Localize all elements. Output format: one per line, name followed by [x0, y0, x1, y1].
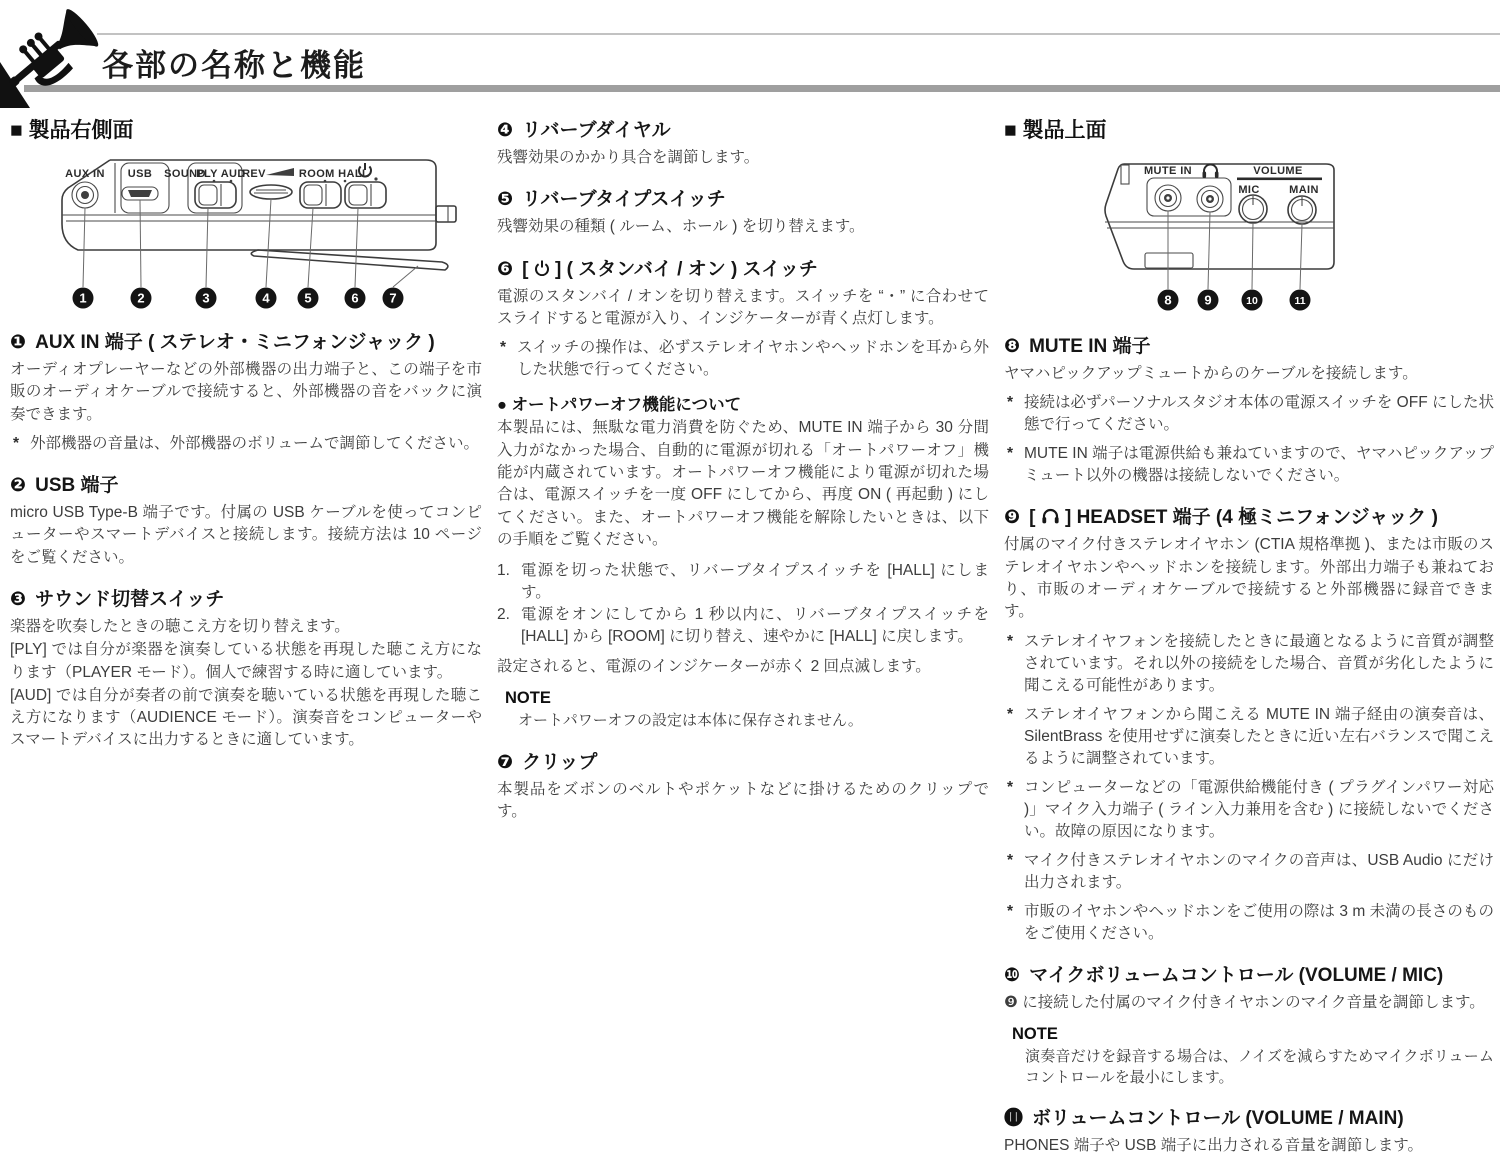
callout-6 — [345, 288, 366, 309]
svg-text:9: 9 — [1204, 292, 1212, 308]
svg-text:5: 5 — [304, 290, 312, 306]
section-title-text: リバーブダイヤル — [522, 120, 671, 141]
callout-4 — [256, 288, 277, 309]
section-number: ❽ — [1004, 336, 1021, 357]
power-icon — [534, 259, 550, 276]
note-label: NOTE — [1012, 1024, 1058, 1043]
svg-text:1: 1 — [79, 290, 87, 306]
svg-text:4: 4 — [262, 290, 270, 306]
section-title-text: [ ] ( スタンバイ / オン ) スイッチ — [522, 258, 818, 280]
step-number: 1. — [497, 562, 510, 580]
mic-volume-knob — [1239, 195, 1267, 223]
label-rev: REV — [242, 168, 266, 180]
label-ply-aud: PLY AUD — [196, 168, 246, 180]
paragraph: [PLY] では自分が楽器を演奏している状態を再現した聴こえ方になります（PLAYER モード）。個人で練習する時に適しています。 — [10, 641, 482, 681]
callout-9 — [1198, 290, 1219, 311]
star-marker: * — [1007, 705, 1014, 723]
sound-switch — [195, 182, 236, 208]
label-main: MAIN — [1289, 184, 1319, 196]
callout-10 — [1242, 290, 1263, 311]
section-title-headset — [1004, 502, 1494, 529]
auto-power-off-heading: ● オートパワーオフ機能について — [497, 396, 742, 415]
star-note: * コンピューターなどの「電源供給機能付き ( プラグインパワー対応 )」マイク入力端子 ( ライン入力兼用を含む ) に接続しないでください。故障の原因になります。 — [1007, 777, 1494, 843]
paragraph: 楽器を吹奏したときの聴こえ方を切り替えます。 — [10, 617, 350, 635]
section-number: ⓫ — [1004, 1108, 1024, 1130]
column-right — [1004, 110, 1494, 1158]
label-usb: USB — [127, 168, 153, 180]
section-title-clip — [497, 747, 989, 774]
section-title-text: [ ] HEADSET 端子 (4 極ミニフォンジャック ) — [1029, 507, 1438, 529]
reverb-type-switch — [300, 182, 341, 208]
star-note: * MUTE IN 端子は電源供給も兼ねていますので、ヤマハピックアップミュート以外の機器は接続しないでください。 — [1007, 443, 1494, 487]
power-switch — [345, 182, 386, 208]
star-note: * 市販のイヤホンやヘッドホンをご使用の際は 3 m 未満の長さのものをご使用ください。 — [1007, 901, 1494, 945]
paragraph: 残響効果のかかり具合を調節します。 — [497, 149, 760, 166]
paragraph: PHONES 端子や USB 端子に出力される音量を調節します。 — [1004, 1137, 1424, 1155]
section-title-usb — [10, 470, 482, 497]
section-number: ❹ — [497, 120, 514, 141]
callout-7 — [383, 288, 404, 309]
svg-text:7: 7 — [389, 290, 397, 306]
section-title-mic-volume — [1004, 960, 1494, 987]
label-volume: VOLUME — [1253, 165, 1303, 177]
header-thin-rule — [97, 33, 1500, 35]
mute-in-jack — [1155, 185, 1181, 211]
section-number: ❾ — [1004, 507, 1021, 529]
section-title-text: サウンド切替スイッチ — [35, 588, 225, 610]
star-note: * スイッチの操作は、必ずステレオイヤホンやヘッドホンを耳から外した状態で行ってください。 — [500, 337, 989, 381]
trumpet-icon — [0, 0, 100, 108]
note-block — [505, 689, 989, 731]
note-block — [1012, 1025, 1494, 1089]
section-title-mute-in — [1004, 331, 1494, 358]
paragraph: 付属のマイク付きステレオイヤホン (CTIA 規格準拠 )、または市販のステレオイヤホンやヘッドホンを接続します。外部出力端子も兼ねており、市販のオーディオケーブルで接続すると外部機器に録音できます。 — [1004, 536, 1494, 621]
section-title-text: マイクボリュームコントロール (VOLUME / MIC) — [1029, 964, 1444, 986]
paragraph: 設定されると、電源のインジケーターが赤く 2 回点滅します。 — [497, 658, 931, 676]
note-label: NOTE — [505, 689, 551, 708]
main-volume-knob — [1288, 196, 1316, 224]
label-sound: SOUND — [164, 168, 206, 180]
headphone-symbol — [1203, 165, 1219, 179]
step-number: 2. — [497, 606, 510, 624]
heading-product-right-side: ■ 製品右側面 — [10, 119, 134, 142]
section-number: ❶ — [10, 332, 27, 353]
heading-product-top: ■ 製品上面 — [1004, 119, 1107, 142]
aux-in-jack — [72, 182, 98, 208]
callout-5 — [298, 288, 319, 309]
product-top-diagram — [1090, 152, 1350, 316]
star-note: * マイク付きステレオイヤホンのマイクの音声は、USB Audio にだけ出力されます。 — [1007, 850, 1494, 894]
label-room-hall: ROOM HALL — [298, 168, 370, 180]
headphone-icon — [1041, 507, 1060, 524]
star-note: * ステレオイヤフォンから聞こえる MUTE IN 端子経由の演奏音は、SilentBrass を使用せずに演奏したときに近い左右バランスで聞こえるように調整されています。 — [1007, 704, 1494, 770]
svg-text:2: 2 — [137, 290, 145, 306]
paragraph: 本製品には、無駄な電力消費を防ぐため、MUTE IN 端子から 30 分間入力がなかった場合、自動的に電源が切れる「オートパワーオフ」機能が内蔵されています。オートパワーオフ機能により電源が切れた場合は、電源スイッチを一度 OFF にしてから、再度 ON ( 再起動 ) にしてください。また、オートパワーオフ機能を解除したいときは、以下の手順をご覧ください。 — [497, 419, 989, 548]
section-title-text: ボリュームコントロール (VOLUME / MAIN) — [1032, 1108, 1404, 1130]
section-number: ❷ — [10, 474, 27, 496]
label-mute-in: MUTE IN — [1143, 165, 1193, 177]
star-marker: * — [1007, 445, 1014, 463]
section-title-text: MUTE IN 端子 — [1029, 336, 1151, 357]
star-marker: * — [1007, 778, 1014, 796]
paragraph: 電源のスタンバイ / オンを切り替えます。スイッチを “・” に合わせてスライドすると電源が入り、インジケーターが青く点灯します。 — [497, 287, 989, 327]
paragraph: [AUD] では自分が奏者の前で演奏を聴いている状態を再現した聴こえ方になります（AUDIENCE モード）。演奏音をコンピューターやスマートデバイスに出力するときに適しています。 — [10, 686, 482, 749]
section-number: ❺ — [497, 189, 514, 211]
step-item: 1. 電源を切った状態で、リバーブタイプスイッチを [HALL] にします。 — [497, 560, 989, 604]
callout-8 — [1158, 290, 1179, 311]
callout-11 — [1290, 290, 1311, 311]
page-title: 各部の名称と機能 — [102, 48, 366, 83]
section-title-text: USB 端子 — [35, 474, 119, 496]
section-title-text: リバーブタイプスイッチ — [522, 189, 726, 211]
label-aux-in: AUX IN — [65, 168, 105, 180]
note-text: 演奏音だけを録音する場合は、ノイズを減らすためマイクボリュームコントロールを最小にします。 — [1025, 1047, 1494, 1087]
section-number: ❼ — [497, 751, 514, 773]
step-list — [497, 560, 989, 648]
section-title-reverb-type — [497, 184, 989, 211]
section-title-standby-switch — [497, 254, 989, 281]
section-title-aux-in — [10, 327, 482, 354]
section-number: ❻ — [497, 258, 514, 280]
star-note: * ステレオイヤフォンを接続したときに最適となるように音質が調整されています。それ以外の接続をした場合、音質が劣化したように聞こえる可能性があります。 — [1007, 631, 1494, 697]
callout-3 — [196, 288, 217, 309]
section-number: ❿ — [1004, 964, 1021, 986]
column-left — [10, 110, 482, 752]
section-title-reverb-dial — [497, 115, 989, 142]
product-right-side-diagram — [18, 150, 470, 312]
paragraph: micro USB Type-B 端子です。付属の USB ケーブルを使ってコンピューターやスマートデバイスと接続します。接続方法は 10 ページをご覧ください。 — [10, 503, 482, 566]
svg-text:11: 11 — [1294, 295, 1306, 307]
paragraph: オーディオプレーヤーなどの外部機器の出力端子と、この端子を市販のオーディオケーブルで接続すると、外部機器の音をバックに演奏できます。 — [10, 361, 482, 423]
headset-jack — [1197, 186, 1223, 212]
star-note: * 外部機器の音量は、外部機器のボリュームで調節してください。 — [13, 433, 482, 455]
label-mic: MIC — [1238, 184, 1260, 196]
star-marker: * — [1007, 394, 1014, 412]
paragraph: 残響効果の種類 ( ルーム、ホール ) を切り替えます。 — [497, 218, 865, 236]
callout-1 — [73, 288, 94, 309]
paragraph: ❾ に接続した付属のマイク付きイヤホンのマイク音量を調節します。 — [1004, 993, 1485, 1011]
star-marker: * — [13, 434, 20, 452]
header-thick-rule — [24, 85, 1500, 92]
section-title-text: AUX IN 端子 ( ステレオ・ミニフォンジャック ) — [35, 332, 435, 353]
svg-text:10: 10 — [1246, 295, 1258, 307]
section-title-text: クリップ — [522, 751, 598, 773]
step-item: 2. 電源をオンにしてから 1 秒以内に、リバーブタイプスイッチを [HALL] から [ROOM] に切り替え、速やかに [HALL] に戻します。 — [497, 604, 989, 648]
section-number: ❸ — [10, 588, 27, 610]
section-title-sound-switch — [10, 584, 482, 611]
note-text: オートパワーオフの設定は本体に保存されません。 — [518, 712, 863, 730]
star-marker: * — [1007, 902, 1014, 920]
svg-text:3: 3 — [202, 290, 210, 306]
callout-2 — [131, 288, 152, 309]
paragraph: ヤマハピックアップミュートからのケーブルを接続します。 — [1004, 365, 1418, 382]
paragraph: 本製品をズボンのベルトやポケットなどに掛けるためのクリップです。 — [497, 780, 989, 821]
usb-port — [122, 187, 158, 200]
star-note: * 接続は必ずパーソナルスタジオ本体の電源スイッチを OFF にした状態で行ってください。 — [1007, 392, 1494, 436]
star-marker: * — [1007, 632, 1014, 650]
svg-text:6: 6 — [351, 290, 359, 306]
column-middle — [497, 110, 989, 823]
star-marker: * — [1007, 851, 1014, 869]
star-marker: * — [500, 339, 507, 357]
reverb-dial — [250, 185, 292, 199]
svg-text:8: 8 — [1164, 292, 1172, 308]
section-title-main-volume — [1004, 1103, 1494, 1130]
